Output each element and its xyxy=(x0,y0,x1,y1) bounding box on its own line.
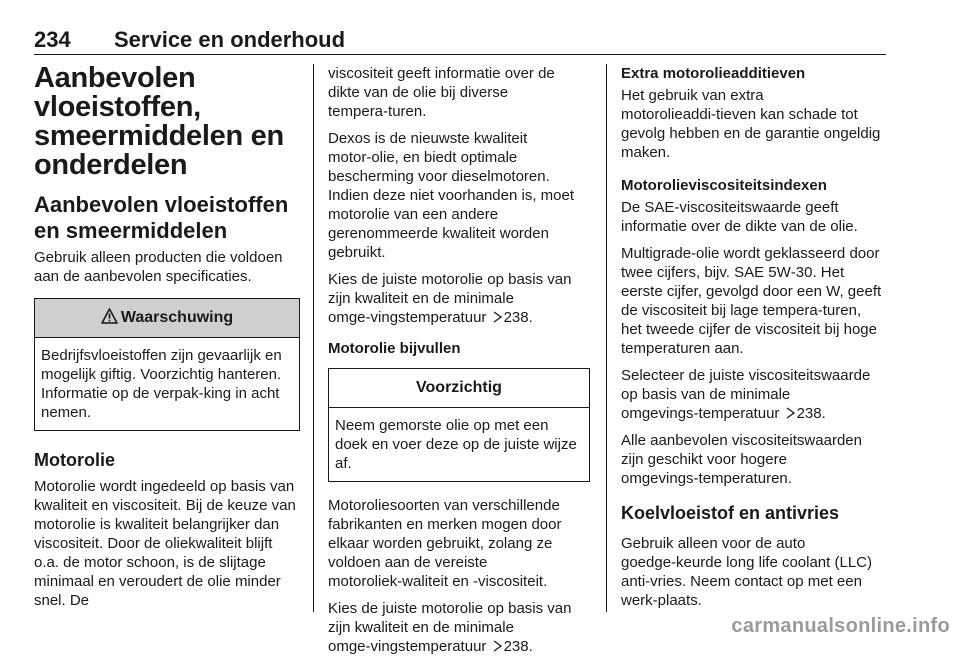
paragraph: Multigrade‑olie wordt geklasseerd door twee cijfers, bijv. SAE 5W‑30. Het eerste cijfer, gevolgd door een W, geeft de viscositeit bij lage tempera‑turen, het tweede cijfer de viscositeit bij hoge temperaturen aan. xyxy=(621,245,882,357)
page-reference[interactable]: 238. xyxy=(503,638,533,655)
caution-box xyxy=(328,368,590,482)
subsection-heading-bijvullen: Motorolie bijvullen xyxy=(328,340,461,357)
page-reference[interactable]: 238. xyxy=(796,405,826,422)
watermark: carmanualsonline.info xyxy=(731,615,950,637)
warning-box-header xyxy=(35,299,299,338)
paragraph xyxy=(328,270,590,327)
section-heading: Aanbevolen vloeistoffen en smeermiddelen xyxy=(34,192,289,243)
column-left xyxy=(34,64,300,618)
chapter-title: Aanbevolen vloeistoffen, smeermiddelen en onderdelen xyxy=(34,62,284,181)
section-title: Service en onderhoud xyxy=(114,27,346,52)
warning-box xyxy=(34,298,300,431)
column-divider xyxy=(313,64,314,612)
warning-triangle-icon xyxy=(101,308,118,329)
paragraph: Gebruik alleen voor de auto goedge‑keurde long life coolant (LLC) anti‑vries. Neem contact op met een werk‑plaats. xyxy=(621,535,872,609)
paragraph: viscositeit geeft informatie over de dikte van de olie bij diverse tempera‑turen. xyxy=(328,65,555,120)
subsection-heading-motorolie: Motorolie xyxy=(34,450,115,470)
paragraph xyxy=(621,366,886,423)
column-right xyxy=(621,64,886,618)
column-middle xyxy=(328,64,590,664)
paragraph: Het gebruik van extra motorolieaddi‑tieven kan schade tot gevolg hebben en de garantie ongeldig maken. xyxy=(621,87,881,161)
paragraph-text: Kies de juiste motorolie op basis van zijn kwaliteit en de minimale omge‑vingstemperatuur xyxy=(328,600,572,655)
page-reference-arrow-icon[interactable] xyxy=(493,311,502,323)
warning-label: Waarschuwing xyxy=(120,309,234,326)
page-header xyxy=(34,28,886,55)
paragraph: Motorolie wordt ingedeeld op basis van kwaliteit en viscositeit. Bij de keuze van motorolie is kwaliteit belangrijker dan viscositeit. Door de oliekwaliteit blijft o.a. de motor schoon, is de slijtage minimaal en veroudert de olie minder snel. De xyxy=(34,478,296,609)
caution-label: Voorzichtig xyxy=(416,379,502,396)
page-number: 234 xyxy=(34,27,71,52)
column-divider xyxy=(606,64,607,612)
paragraph: Dexos is de nieuwste kwaliteit motor‑olie, en biedt optimale bescherming voor dieselmotoren. Indien deze niet voorhanden is, moet motorolie van een andere gerenommeerde kwaliteit worden gebruikt. xyxy=(328,130,574,261)
paragraph: Motoroliesoorten van verschillende fabrikanten en merken mogen door elkaar worden gebruikt, zolang ze voldoen aan de vereiste motoroliek‑waliteit en ‑viscositeit. xyxy=(328,497,562,590)
page-reference[interactable]: 238. xyxy=(503,309,533,326)
caution-text: Neem gemorste olie op met een doek en voer deze op de juiste wijze af. xyxy=(335,417,577,472)
paragraph: De SAE‑viscositeitswaarde geeft informatie over de dikte van de olie. xyxy=(621,199,858,235)
paragraph: Alle aanbevolen viscositeitswaarden zijn geschikt voor hogere omgevings‑temperaturen. xyxy=(621,432,862,487)
page-reference-arrow-icon[interactable] xyxy=(786,407,795,419)
intro-paragraph: Gebruik alleen producten die voldoen aan de aanbevolen specificaties. xyxy=(34,249,283,285)
paragraph-text: Selecteer de juiste viscositeitswaarde op basis van de minimale omgevings‑temperatuur xyxy=(621,367,871,422)
warning-text: Bedrijfsvloeistoffen zijn gevaarlijk en mogelijk giftig. Voorzichtig hanteren. Informatie op de verpak‑king in acht nemen. xyxy=(41,347,282,421)
caution-box-header xyxy=(329,369,589,408)
subsection-heading-extra: Extra motorolieadditieven xyxy=(621,65,806,82)
paragraph xyxy=(328,599,590,656)
subsection-heading-viscositeit: Motorolieviscositeitsindexen xyxy=(621,177,827,194)
subsection-heading-koelvloeistof: Koelvloeistof en antivries xyxy=(621,503,840,523)
paragraph-text: Kies de juiste motorolie op basis van zijn kwaliteit en de minimale omge‑vingstemperatuur xyxy=(328,271,572,326)
